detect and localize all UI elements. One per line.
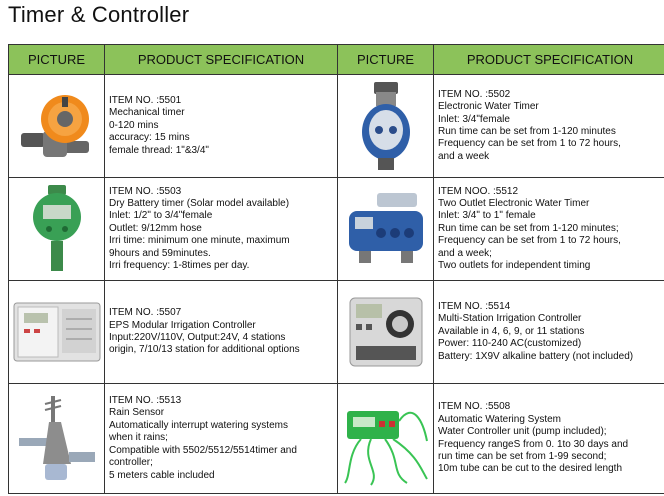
picture-cell bbox=[9, 384, 105, 494]
spec-cell bbox=[434, 178, 664, 281]
multi-station-controller-icon bbox=[346, 294, 426, 370]
spec-line: Inlet: 3/4ʺ to 1ʺ female bbox=[438, 210, 536, 222]
header-product-spec: PRODUCT SPECIFICATION bbox=[105, 45, 338, 75]
spec-line: when it rains; bbox=[109, 432, 168, 444]
spec-line: Electronic Water Timer bbox=[438, 101, 539, 113]
spec-line: Inlet: 3/4ʺfemale bbox=[438, 113, 510, 125]
spec-line: Outlet: 9/12mm hose bbox=[109, 222, 202, 234]
spec-line: female thread: 1ʺ&3/4ʺ bbox=[109, 144, 209, 156]
picture-cell bbox=[338, 281, 434, 384]
eps-controller-icon bbox=[12, 297, 102, 367]
spec-line: Input:220V/110V, Output:24V, 4 stations bbox=[109, 332, 286, 343]
picture-cell bbox=[338, 178, 434, 281]
spec-line: Water Controller unit (pump included); bbox=[438, 426, 607, 438]
table-row bbox=[9, 384, 664, 494]
spec-cell bbox=[434, 75, 664, 178]
spec-line: run time can be set from 1-99 second; bbox=[438, 450, 607, 462]
spec-line: Battery: 1X9V alkaline battery (not included) bbox=[438, 350, 634, 362]
spec-line: Two outlets for independent timing bbox=[438, 260, 591, 272]
picture-cell bbox=[9, 75, 105, 178]
spec-line: ITEM NOO. :5512 bbox=[438, 185, 519, 197]
spec-line: 10m tube can be cut to the desired length bbox=[438, 463, 623, 475]
product-table bbox=[8, 44, 664, 494]
spec-line: Mechanical timer bbox=[109, 107, 185, 119]
spec-line: accuracy: 15 mins bbox=[109, 132, 190, 144]
spec-line: ITEM NO. :5502 bbox=[438, 88, 511, 100]
spec-line: Frequency rangeS from 0. 1to 30 days and bbox=[438, 438, 629, 450]
spec-line: 9hours and 59minutes. bbox=[109, 247, 211, 259]
dry-battery-timer-icon bbox=[22, 183, 92, 275]
spec-line: and a week; bbox=[438, 247, 492, 259]
table-row bbox=[9, 281, 664, 384]
header-picture: PICTURE bbox=[338, 45, 434, 75]
spec-line: Frequency can be set from 1 to 72 hours, bbox=[438, 138, 621, 150]
spec-line: Available in 4, 6, 9, or 11 stations bbox=[438, 325, 585, 337]
spec-line: Automatic Watering System bbox=[438, 413, 562, 425]
spec-cell bbox=[105, 384, 338, 494]
spec-line: Automatically interrupt watering systems bbox=[109, 419, 288, 431]
spec-line: ITEM NO. :5514 bbox=[438, 300, 511, 312]
spec-line: ITEM NO. :5513 bbox=[109, 395, 182, 407]
spec-line: Inlet: 1/2ʺ to 3/4ʺfemale bbox=[109, 210, 213, 222]
spec-line: and a week bbox=[438, 150, 490, 162]
table-row bbox=[9, 75, 664, 178]
page-title: Timer & Controller bbox=[8, 2, 190, 27]
spec-line: 5 meters cable included bbox=[109, 469, 215, 481]
table-header-row bbox=[9, 45, 664, 75]
spec-cell bbox=[434, 384, 664, 494]
spec-line: Rain Sensor bbox=[109, 407, 165, 419]
spec-line: Compatible with 5502/5512/5514timer and bbox=[109, 444, 297, 456]
two-outlet-timer-icon bbox=[343, 189, 429, 269]
spec-line: EPS Modular Irrigation Controller bbox=[109, 319, 256, 331]
spec-cell bbox=[434, 281, 664, 384]
rain-sensor-icon bbox=[15, 394, 99, 484]
electronic-water-timer-icon bbox=[346, 80, 426, 172]
picture-cell bbox=[338, 384, 434, 494]
spec-line: Irri frequency: 1-8times per day. bbox=[109, 260, 250, 272]
spec-line: Irri time: minimum one minute, maximum bbox=[109, 235, 290, 247]
spec-line: origin, 7/10/13 station for additional options bbox=[109, 344, 300, 356]
spec-line: Power: 110-240 AC(customized) bbox=[438, 338, 582, 350]
spec-line: Frequency can be set from 1 to 72 hours, bbox=[438, 235, 621, 247]
spec-line: 0-120 mins bbox=[109, 119, 159, 131]
mechanical-timer-icon bbox=[17, 83, 97, 169]
header-picture: PICTURE bbox=[9, 45, 105, 75]
spec-line: Multi-Station Irrigation Controller bbox=[438, 313, 582, 325]
spec-cell bbox=[105, 75, 338, 178]
spec-line: ITEM NO. :5501 bbox=[109, 94, 182, 106]
spec-line: ITEM NO. :5503 bbox=[109, 185, 182, 197]
spec-cell bbox=[105, 281, 338, 384]
spec-line: ITEM NO. :5508 bbox=[438, 401, 511, 413]
spec-line: ITEM NO. :5507 bbox=[109, 307, 182, 319]
picture-cell bbox=[9, 281, 105, 384]
header-product-spec: PRODUCT SPECIFICATION bbox=[434, 45, 664, 75]
spec-line: Run time can be set from 1-120 minutes bbox=[438, 126, 616, 137]
spec-line: Two Outlet Electronic Water Timer bbox=[438, 197, 590, 209]
spec-line: Run time can be set from 1-120 minutes; bbox=[438, 222, 619, 234]
picture-cell bbox=[9, 178, 105, 281]
spec-line: controller; bbox=[109, 457, 153, 469]
spec-cell bbox=[105, 178, 338, 281]
spec-line: Dry Battery timer (Solar model available) bbox=[109, 197, 290, 209]
picture-cell bbox=[338, 75, 434, 178]
table-row bbox=[9, 178, 664, 281]
automatic-watering-system-icon bbox=[341, 391, 431, 487]
